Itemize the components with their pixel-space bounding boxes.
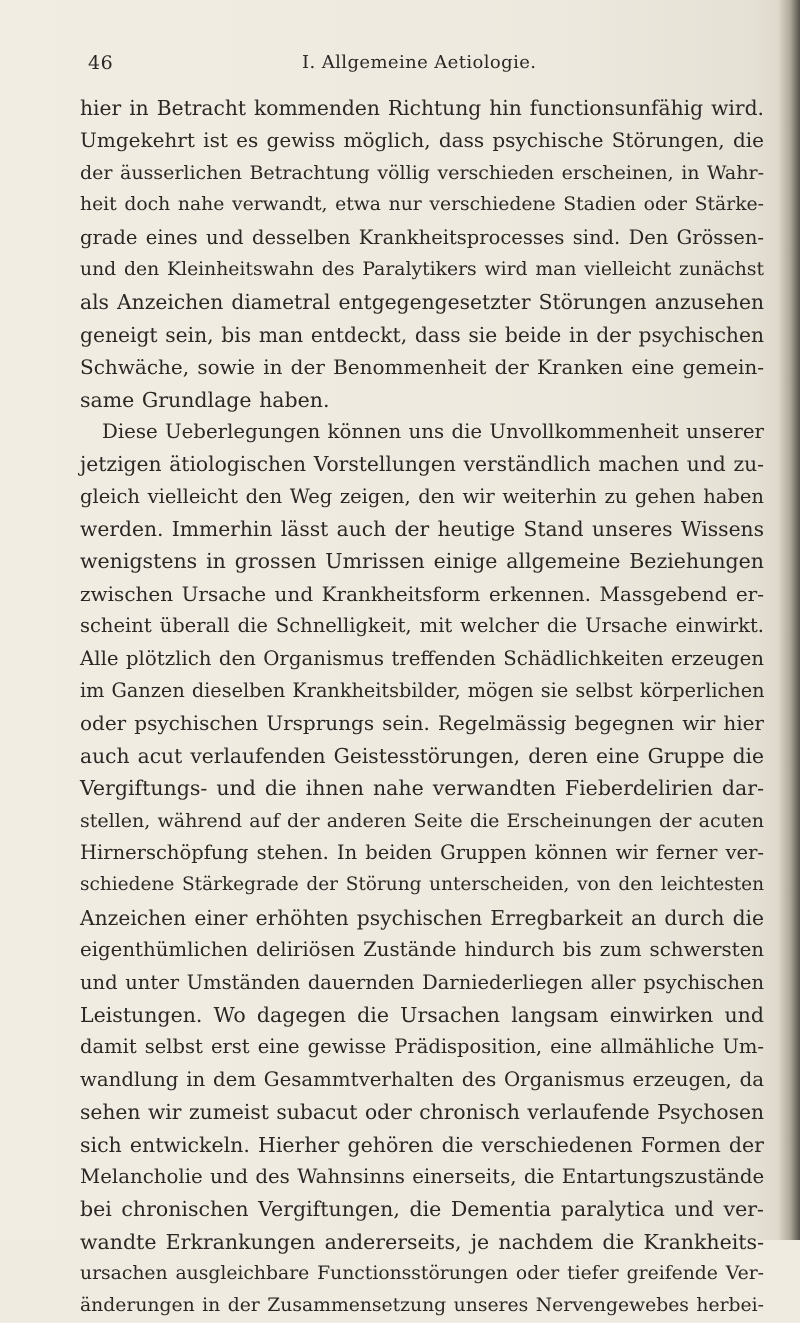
- text-line: scheint überall die Schnelligkeit, mit welcher die Ursache einwirkt.: [80, 614, 764, 638]
- text-line: als Anzeichen diametral entgegengesetzter Störungen anzusehen: [80, 290, 764, 315]
- page-edge-shadow: [778, 0, 800, 1240]
- text-line: auch acut verlaufenden Geistesstörungen, deren eine Gruppe die: [80, 743, 764, 768]
- paragraph-start-line: Diese Ueberlegungen können uns die Unvollkommenheit unserer: [102, 419, 764, 443]
- text-line: wenigstens in grossen Umrissen einige allgemeine Beziehungen: [80, 549, 764, 574]
- text-line: geneigt sein, bis man entdeckt, dass sie beide in der psychischen: [80, 322, 764, 347]
- text-line: der äusserlichen Betrachtung völlig verschieden erscheinen, in Wahr-: [80, 161, 764, 184]
- body-text: [80, 92, 764, 1323]
- text-line: Melancholie und des Wahnsinns einerseits, die Entartungszustände: [80, 1164, 765, 1188]
- text-line: Alle plötzlich den Organismus treffenden Schädlichkeiten erzeugen: [80, 646, 764, 670]
- text-line: Hirnerschöpfung stehen. In beiden Gruppen können wir ferner ver-: [80, 840, 764, 864]
- text-line: wandte Erkrankungen andererseits, je nachdem die Krankheits-: [80, 1229, 764, 1254]
- text-line: schiedene Stärkegrade der Störung unterscheiden, von den leichtesten: [80, 874, 764, 896]
- text-line: Schwäche, sowie in der Benommenheit der Kranken eine gemein-: [80, 355, 764, 380]
- text-line: Leistungen. Wo dagegen die Ursachen langsam einwirken und: [80, 1002, 764, 1027]
- text-line: hier in Betracht kommenden Richtung hin functionsunfähig wird.: [80, 96, 764, 120]
- text-line: stellen, während auf der anderen Seite die Erscheinungen der acuten: [80, 809, 764, 832]
- text-line: ursachen ausgleichbare Functionsstörungen oder tiefer greifende Ver-: [80, 1263, 764, 1285]
- text-line: eigenthümlichen deliriösen Zustände hindurch bis zum schwersten: [80, 938, 764, 962]
- text-line: zwischen Ursache und Krankheitsform erkennen. Massgebend er-: [80, 581, 764, 606]
- text-line: sich entwickeln. Hierher gehören die verschiedenen Formen der: [80, 1132, 764, 1157]
- text-line: jetzigen ätiologischen Vorstellungen verständlich machen und zu-: [80, 452, 764, 477]
- text-line: oder psychischen Ursprungs sein. Regelmässig begegnen wir hier: [80, 711, 764, 736]
- text-line: Anzeichen einer erhöhten psychischen Erregbarkeit an durch die: [80, 905, 764, 930]
- text-line: heit doch nahe verwandt, etwa nur verschiedene Stadien oder Stärke-: [80, 194, 764, 216]
- text-line: damit selbst erst eine gewisse Prädisposition, eine allmähliche Um-: [80, 1035, 764, 1059]
- text-line: bei chronischen Vergiftungen, die Dementia paralytica und ver-: [80, 1197, 764, 1222]
- text-line: werden. Immerhin lässt auch der heutige Stand unseres Wissens: [80, 517, 764, 542]
- text-line: und unter Umständen dauernden Darniederliegen aller psychischen: [80, 970, 764, 994]
- text-line: wandlung in dem Gesammtverhalten des Organismus erzeugen, da: [80, 1067, 764, 1091]
- page-number: 46: [88, 52, 114, 74]
- running-head: I. Allgemeine Aetiologie.: [302, 52, 537, 73]
- page-header: [0, 52, 800, 82]
- text-line: im Ganzen dieselben Krankheitsbilder, mögen sie selbst körperlichen: [80, 679, 765, 703]
- text-line: grade eines und desselben Krankheitsprocesses sind. Den Grössen-: [80, 225, 764, 249]
- text-line: gleich vielleicht den Weg zeigen, den wir weiterhin zu gehen haben: [80, 484, 764, 508]
- text-line: und den Kleinheitswahn des Paralytikers wird man vielleicht zunächst: [80, 258, 764, 280]
- text-line: Vergiftungs- und die ihnen nahe verwandten Fieberdelirien dar-: [80, 776, 764, 801]
- text-line: Umgekehrt ist es gewiss möglich, dass psychische Störungen, die: [80, 128, 764, 153]
- text-line: änderungen in der Zusammensetzung unseres Nervengewebes herbei-: [80, 1295, 764, 1317]
- text-line: sehen wir zumeist subacut oder chronisch verlaufende Psychosen: [80, 1100, 764, 1125]
- paragraph-end-line: same Grundlage haben.: [80, 387, 330, 412]
